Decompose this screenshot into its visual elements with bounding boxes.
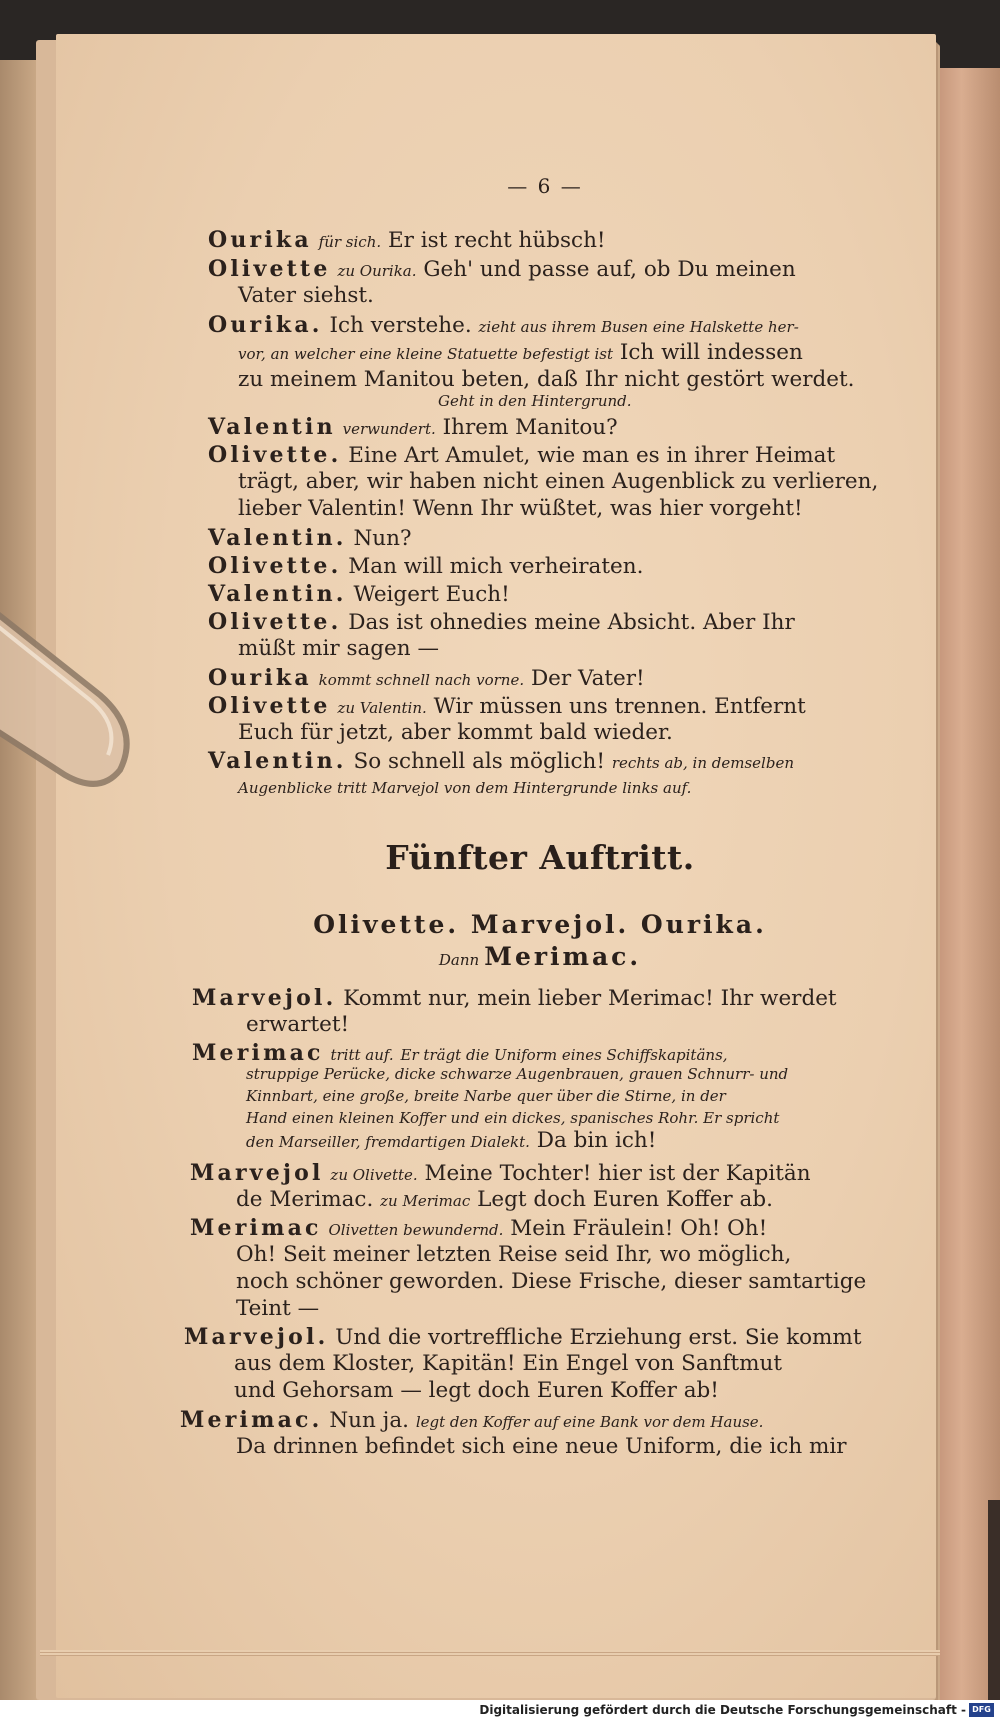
dialogue-line: Olivette. Das ist ohnedies meine Absicht. Aber Ihr [208, 609, 795, 635]
dialogue-continuation: noch schöner geworden. Diese Frische, dieser samtartige [236, 1269, 867, 1294]
dialogue-line: Marvejol zu Olivette. Meine Tochter! hier ist der Kapitän [190, 1160, 811, 1186]
dialogue-continuation: Teint — [236, 1296, 320, 1321]
dialogue-continuation: Euch für jetzt, aber kommt bald wieder. [238, 720, 673, 745]
stage-direction: Hand einen kleinen Koffer und ein dickes, spanisches Rohr. Er spricht [246, 1109, 780, 1127]
dialogue-line: Olivette. Man will mich verheiraten. [208, 553, 644, 579]
dialogue-line: Valentin. So schnell als möglich! rechts ab, in demselben [208, 748, 794, 774]
dialogue-continuation: den Marseiller, fremdartigen Dialekt. Da bin ich! [246, 1128, 657, 1153]
dialogue-line: Ourika. Ich verstehe. zieht aus ihrem Busen eine Halskette her- [208, 312, 799, 338]
dialogue-continuation: zu meinem Manitou beten, daß Ihr nicht gestört werdet. [238, 367, 855, 392]
dialogue-line: Merimac. Nun ja. legt den Koffer auf eine Bank vor dem Hause. [180, 1407, 764, 1433]
scene-title: Fünfter Auftritt. [385, 838, 695, 877]
stage-direction: Augenblicke tritt Marvejol von dem Hintergrunde links auf. [238, 779, 692, 797]
dialogue-line: Valentin. Nun? [208, 525, 412, 551]
dialogue-line: Merimac tritt auf. Er trägt die Uniform eines Schiffskapitäns, [192, 1040, 728, 1066]
footer-credit: Digitalisierung gefördert durch die Deutsche Forschungsgemeinschaft - [479, 1703, 966, 1717]
dialogue-continuation: erwartet! [246, 1012, 350, 1037]
dialogue-continuation: de Merimac. zu Merimac Legt doch Euren Koffer ab. [236, 1187, 773, 1212]
digitization-footer [0, 1700, 1000, 1721]
dialogue-continuation: lieber Valentin! Wenn Ihr wüßtet, was hier vorgeht! [238, 496, 803, 521]
dialogue-continuation: trägt, aber, wir haben nicht einen Augenblick zu verlieren, [238, 469, 879, 494]
dialogue-continuation: und Gehorsam — legt doch Euren Koffer ab! [234, 1378, 719, 1403]
scene-cast-secondary: Dann Merimac. [438, 942, 642, 971]
dialogue-line: Marvejol. Kommt nur, mein lieber Merimac! Ihr werdet [192, 985, 837, 1011]
dialogue-continuation: Oh! Seit meiner letzten Reise seid Ihr, wo möglich, [236, 1242, 792, 1267]
dialogue-line: Ourika kommt schnell nach vorne. Der Vater! [208, 665, 645, 691]
stage-direction: struppige Perücke, dicke schwarze Augenbrauen, grauen Schnurr- und [246, 1065, 789, 1083]
stage-direction: Geht in den Hintergrund. [438, 392, 632, 410]
dialogue-continuation: müßt mir sagen — [238, 636, 439, 661]
dialogue-line: Marvejol. Und die vortreffliche Erziehung erst. Sie kommt [184, 1324, 862, 1350]
dialogue-line: Merimac Olivetten bewundernd. Mein Fräulein! Oh! Oh! [190, 1215, 768, 1241]
dialogue-continuation: Vater siehst. [238, 283, 374, 308]
dialogue-line: Olivette. Eine Art Amulet, wie man es in ihrer Heimat [208, 442, 836, 468]
scene-cast: Olivette. Marvejol. Ourika. [313, 910, 767, 939]
dialogue-line: Olivette zu Ourika. Geh' und passe auf, ob Du meinen [208, 256, 796, 282]
dialogue-line: Valentin. Weigert Euch! [208, 581, 510, 607]
dialogue-line: Olivette zu Valentin. Wir müssen uns trennen. Entfernt [208, 693, 806, 719]
dialogue-continuation: aus dem Kloster, Kapitän! Ein Engel von Sanftmut [234, 1351, 783, 1376]
stage-direction: Kinnbart, eine große, breite Narbe quer über die Stirne, in der [246, 1087, 726, 1105]
dialogue-continuation: Da drinnen befindet sich eine neue Uniform, die ich mir [236, 1434, 847, 1459]
dfg-logo-icon: DFG [969, 1703, 994, 1717]
page-number: — 6 — [507, 174, 583, 198]
dialogue-line: Ourika für sich. Er ist recht hübsch! [208, 227, 606, 253]
dialogue-continuation: vor, an welcher eine kleine Statuette befestigt ist Ich will indessen [238, 340, 803, 365]
dialogue-line: Valentin verwundert. Ihrem Manitou? [208, 414, 618, 440]
